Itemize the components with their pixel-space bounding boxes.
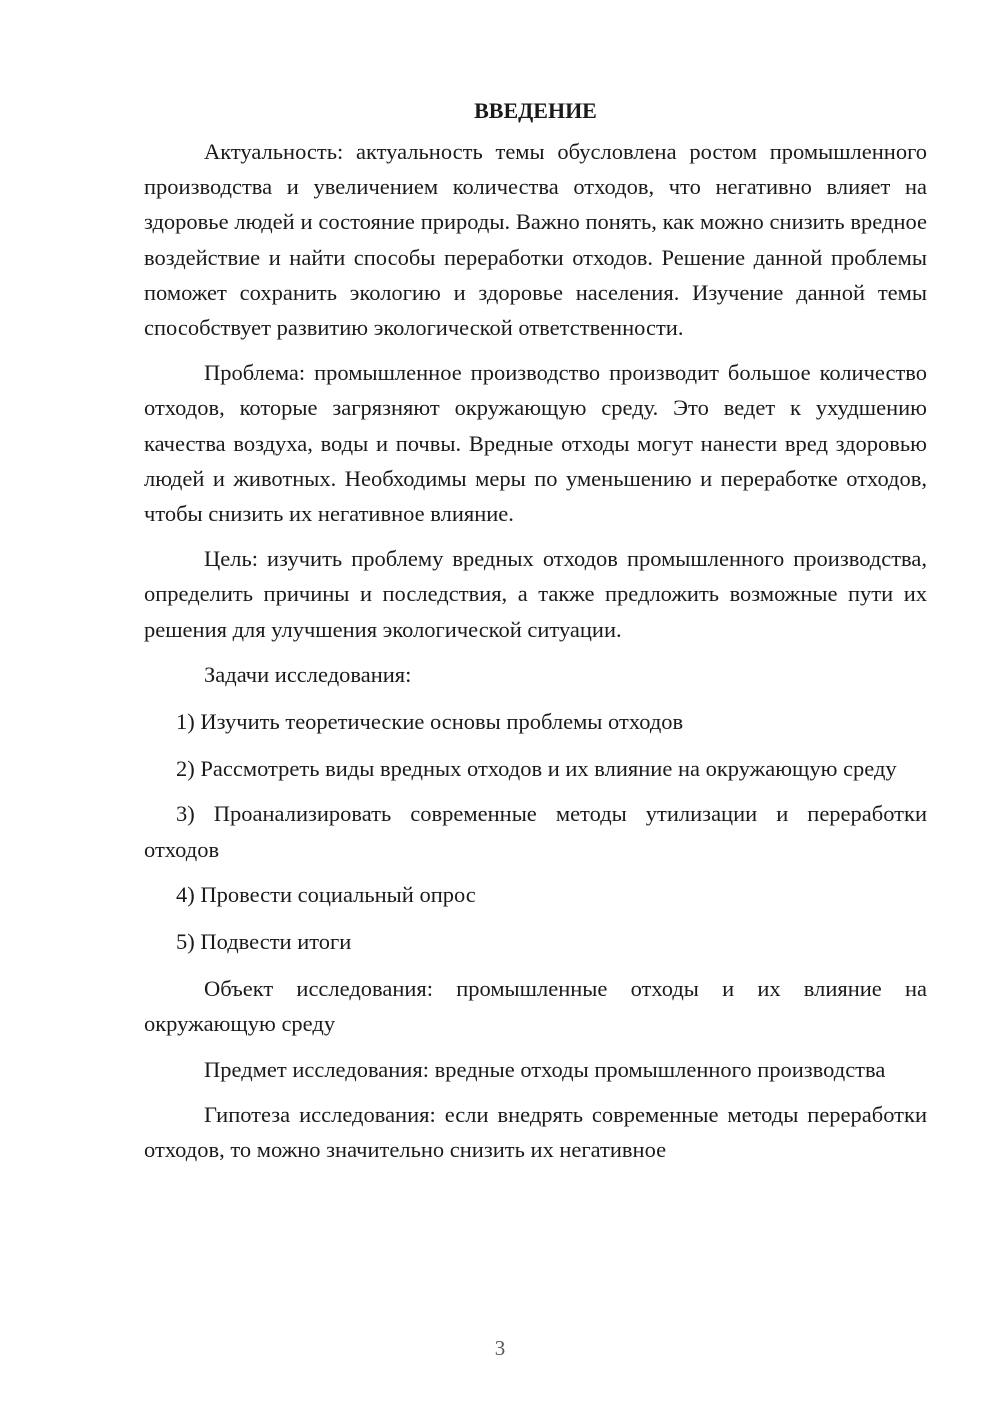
goal-paragraph: Цель: изучить проблему вредных отходов промышленного производства, определить причины и последствия, а также предложить возможные пути их решения для улучшения экологической ситуации. <box>144 546 927 642</box>
tasks-title: Задачи исследования: <box>204 661 412 687</box>
subject-paragraph: Предмет исследования: вредные отходы промышленного производства <box>204 1056 886 1082</box>
hypothesis-paragraph: Гипотеза исследования: если внедрять современные методы переработки отходов, то можно значительно снизить их негативное <box>144 1101 927 1163</box>
task-item-5: 5) Подвести итоги <box>176 929 352 955</box>
page-content <box>144 96 927 1177</box>
task-item-3: 3) Проанализировать современные методы утилизации и переработки отходов <box>144 801 927 862</box>
task-item-2: 2) Рассмотреть виды вредных отходов и их влияние на окружающую среду <box>176 756 897 782</box>
page-number: 3 <box>494 1336 506 1360</box>
problem-paragraph: Проблема: промышленное производство производит большое количество отходов, которые загрязняют окружающую среду. Это ведет к ухудшению качества воздуха, воды и почвы. Вредные отходы могут нанести вред здоровью людей и животных. Необходимы меры по уменьшению и переработке отходов, чтобы снизить их негативное влияние. <box>144 360 927 527</box>
relevance-paragraph: Актуальность: актуальность темы обусловлена ростом промышленного производства и увеличением количества отходов, что негативно влияет на здоровье людей и состояние природы. Важно понять, как можно снизить вредное воздействие и найти способы переработки отходов. Решение данной проблемы поможет сохранить экологию и здоровье населения. Изучение данной темы способствует развитию экологической ответственности. <box>144 139 927 341</box>
section-heading: ВВЕДЕНИЕ <box>474 98 597 123</box>
object-paragraph: Объект исследования: промышленные отходы и их влияние на окружающую среду <box>144 976 927 1037</box>
task-item-4: 4) Провести социальный опрос <box>176 881 476 907</box>
task-item-1: 1) Изучить теоретические основы проблемы отходов <box>176 709 684 735</box>
